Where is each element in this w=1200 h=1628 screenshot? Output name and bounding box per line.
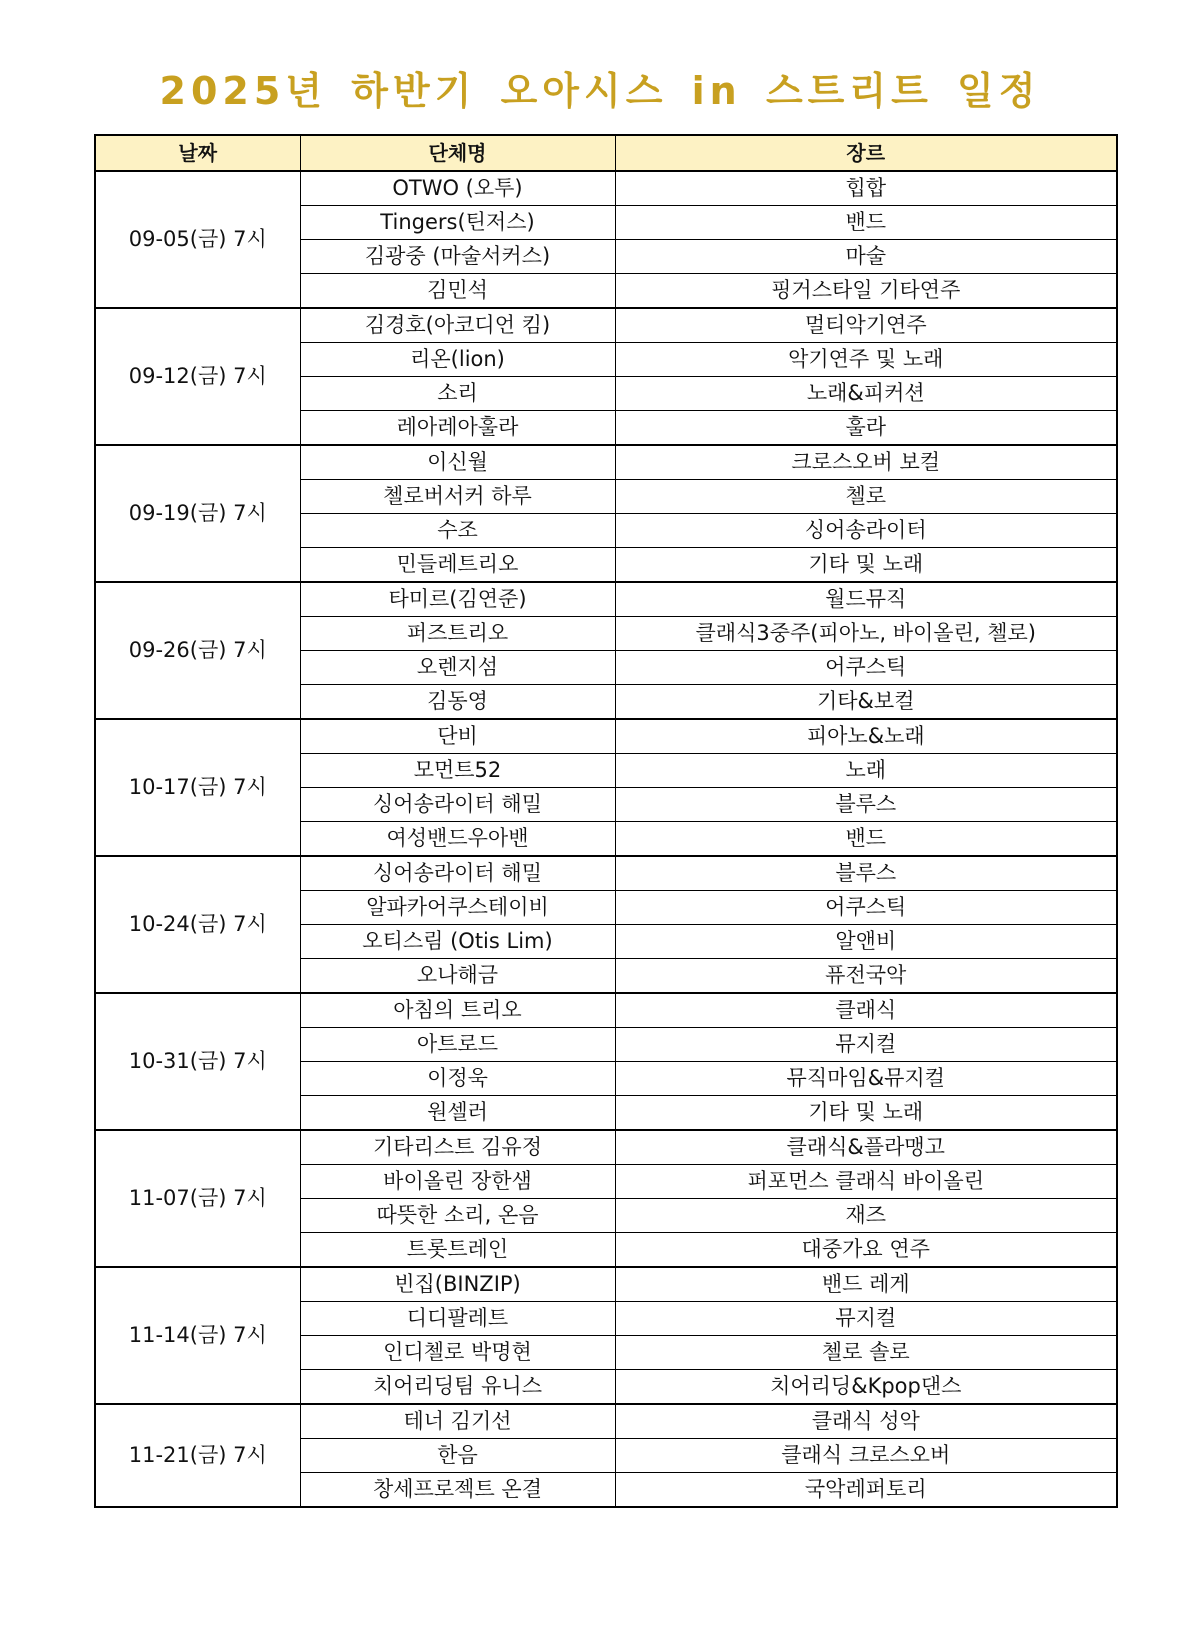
group-name-cell: 오나해금 [300, 959, 615, 994]
genre-cell: 기타&보컬 [615, 685, 1117, 720]
genre-cell: 클래식 [615, 993, 1117, 1028]
date-cell: 11-21(금) 7시 [95, 1404, 300, 1507]
group-name-cell: 원셀러 [300, 1096, 615, 1131]
date-cell: 09-26(금) 7시 [95, 582, 300, 719]
genre-cell: 클래식&플라맹고 [615, 1130, 1117, 1165]
genre-cell: 어쿠스틱 [615, 891, 1117, 925]
date-cell: 09-05(금) 7시 [95, 171, 300, 308]
table-row [95, 308, 1117, 343]
genre-cell: 첼로 솔로 [615, 1336, 1117, 1370]
group-name-cell: 인디첼로 박명현 [300, 1336, 615, 1370]
date-cell: 11-07(금) 7시 [95, 1130, 300, 1267]
genre-cell: 싱어송라이터 [615, 514, 1117, 548]
group-name-cell: 여성밴드우아밴 [300, 822, 615, 857]
genre-cell: 크로스오버 보컬 [615, 445, 1117, 480]
table-row [95, 1130, 1117, 1165]
schedule-table [94, 134, 1118, 1508]
date-cell: 10-24(금) 7시 [95, 856, 300, 993]
group-name-cell: 바이올린 장한샘 [300, 1165, 615, 1199]
schedule-body [95, 171, 1117, 1507]
genre-cell: 대중가요 연주 [615, 1233, 1117, 1268]
group-name-cell: 이정욱 [300, 1062, 615, 1096]
group-name-cell: 레아레아훌라 [300, 411, 615, 446]
genre-cell: 뮤지컬 [615, 1028, 1117, 1062]
group-name-cell: 싱어송라이터 해밀 [300, 856, 615, 891]
genre-cell: 퍼포먼스 클래식 바이올린 [615, 1165, 1117, 1199]
group-name-cell: 알파카어쿠스테이비 [300, 891, 615, 925]
genre-cell: 국악레퍼토리 [615, 1473, 1117, 1508]
table-row [95, 582, 1117, 617]
genre-cell: 기타 및 노래 [615, 548, 1117, 583]
genre-cell: 피아노&노래 [615, 719, 1117, 754]
genre-cell: 뮤직마임&뮤지컬 [615, 1062, 1117, 1096]
genre-cell: 멀티악기연주 [615, 308, 1117, 343]
group-name-cell: 수조 [300, 514, 615, 548]
group-name-cell: 치어리딩팀 유니스 [300, 1370, 615, 1405]
group-name-cell: 오렌지섬 [300, 651, 615, 685]
genre-cell: 마술 [615, 240, 1117, 274]
table-row [95, 719, 1117, 754]
group-name-cell: 트롯트레인 [300, 1233, 615, 1268]
group-name-cell: 타미르(김연준) [300, 582, 615, 617]
table-row [95, 856, 1117, 891]
group-name-cell: 아트로드 [300, 1028, 615, 1062]
genre-cell: 훌라 [615, 411, 1117, 446]
header-genre: 장르 [615, 135, 1117, 171]
genre-cell: 어쿠스틱 [615, 651, 1117, 685]
header-group: 단체명 [300, 135, 615, 171]
group-name-cell: 아침의 트리오 [300, 993, 615, 1028]
genre-cell: 치어리딩&Kpop댄스 [615, 1370, 1117, 1405]
group-name-cell: 김동영 [300, 685, 615, 720]
genre-cell: 뮤지컬 [615, 1302, 1117, 1336]
group-name-cell: 김광중 (마술서커스) [300, 240, 615, 274]
date-cell: 10-31(금) 7시 [95, 993, 300, 1130]
date-cell: 09-12(금) 7시 [95, 308, 300, 445]
group-name-cell: 모먼트52 [300, 754, 615, 788]
header-date: 날짜 [95, 135, 300, 171]
genre-cell: 블루스 [615, 856, 1117, 891]
group-name-cell: 민들레트리오 [300, 548, 615, 583]
group-name-cell: 소리 [300, 377, 615, 411]
group-name-cell: 한음 [300, 1439, 615, 1473]
group-name-cell: 빈집(BINZIP) [300, 1267, 615, 1302]
group-name-cell: 리온(lion) [300, 343, 615, 377]
group-name-cell: 디디팔레트 [300, 1302, 615, 1336]
genre-cell: 밴드 [615, 822, 1117, 857]
table-header-row [95, 135, 1117, 171]
group-name-cell: 첼로버서커 하루 [300, 480, 615, 514]
group-name-cell: 창세프로젝트 온결 [300, 1473, 615, 1508]
group-name-cell: 단비 [300, 719, 615, 754]
group-name-cell: 퍼즈트리오 [300, 617, 615, 651]
genre-cell: 퓨전국악 [615, 959, 1117, 994]
date-cell: 10-17(금) 7시 [95, 719, 300, 856]
table-row [95, 171, 1117, 206]
genre-cell: 악기연주 및 노래 [615, 343, 1117, 377]
group-name-cell: 따뜻한 소리, 온음 [300, 1199, 615, 1233]
genre-cell: 재즈 [615, 1199, 1117, 1233]
genre-cell: 힙합 [615, 171, 1117, 206]
group-name-cell: 싱어송라이터 해밀 [300, 788, 615, 822]
date-cell: 11-14(금) 7시 [95, 1267, 300, 1404]
genre-cell: 클래식 크로스오버 [615, 1439, 1117, 1473]
group-name-cell: 오티스림 (Otis Lim) [300, 925, 615, 959]
table-row [95, 1404, 1117, 1439]
group-name-cell: Tingers(틴저스) [300, 206, 615, 240]
genre-cell: 블루스 [615, 788, 1117, 822]
group-name-cell: 김경호(아코디언 킴) [300, 308, 615, 343]
genre-cell: 밴드 레게 [615, 1267, 1117, 1302]
table-row [95, 1267, 1117, 1302]
genre-cell: 월드뮤직 [615, 582, 1117, 617]
genre-cell: 첼로 [615, 480, 1117, 514]
group-name-cell: 테너 김기선 [300, 1404, 615, 1439]
group-name-cell: 이신월 [300, 445, 615, 480]
table-row [95, 445, 1117, 480]
genre-cell: 노래 [615, 754, 1117, 788]
table-row [95, 993, 1117, 1028]
group-name-cell: OTWO (오투) [300, 171, 615, 206]
group-name-cell: 김민석 [300, 274, 615, 309]
genre-cell: 알앤비 [615, 925, 1117, 959]
genre-cell: 밴드 [615, 206, 1117, 240]
genre-cell: 노래&피커션 [615, 377, 1117, 411]
genre-cell: 핑거스타일 기타연주 [615, 274, 1117, 309]
date-cell: 09-19(금) 7시 [95, 445, 300, 582]
genre-cell: 클래식 성악 [615, 1404, 1117, 1439]
group-name-cell: 기타리스트 김유정 [300, 1130, 615, 1165]
page-title: 2025년 하반기 오아시스 in 스트리트 일정 [159, 69, 1041, 113]
genre-cell: 클래식3중주(피아노, 바이올린, 첼로) [615, 617, 1117, 651]
genre-cell: 기타 및 노래 [615, 1096, 1117, 1131]
